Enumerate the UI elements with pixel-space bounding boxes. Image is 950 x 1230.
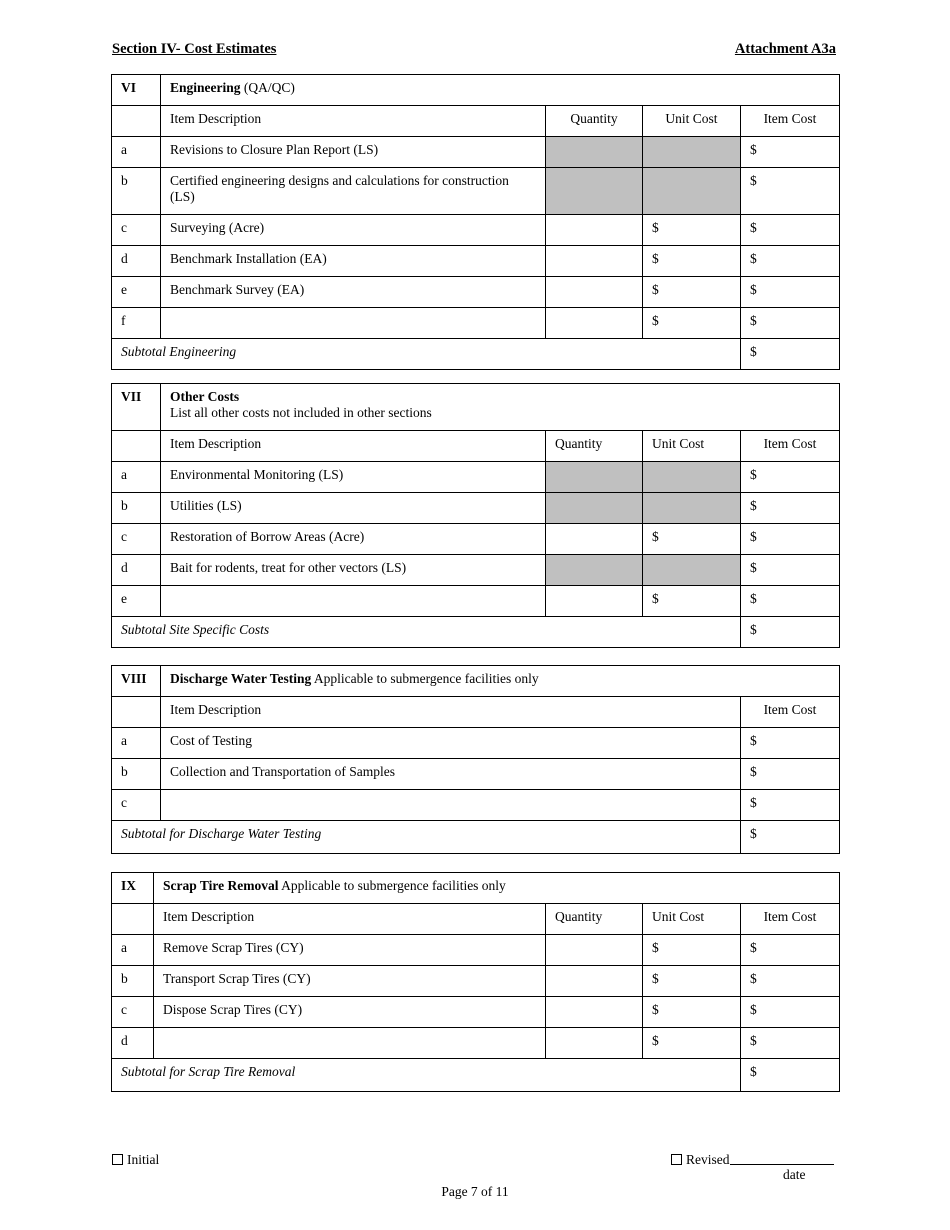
col-unit-cost: Unit Cost xyxy=(643,431,741,462)
col-item-description: Item Description xyxy=(161,431,546,462)
quantity-cell[interactable] xyxy=(546,966,643,997)
engineering-table xyxy=(111,74,840,370)
unit-cost-cell[interactable]: $ xyxy=(643,935,741,966)
unit-cost-cell[interactable]: $ xyxy=(643,997,741,1028)
section-heading: Scrap Tire Removal Applicable to submergence facilities only xyxy=(154,873,840,904)
item-cost-cell[interactable]: $ xyxy=(741,524,840,555)
description-input[interactable] xyxy=(161,790,741,821)
table-row: a Environmental Monitoring (LS) $ xyxy=(112,462,840,493)
page-number: Page 7 of 11 xyxy=(441,1184,509,1199)
unit-cost-cell[interactable]: $ xyxy=(643,215,741,246)
initial-checkbox[interactable] xyxy=(112,1154,123,1165)
item-cost-cell[interactable]: $ xyxy=(741,168,840,215)
col-unit-cost: Unit Cost xyxy=(643,106,741,137)
quantity-cell[interactable] xyxy=(546,308,643,339)
unit-cost-cell xyxy=(643,137,741,168)
quantity-cell[interactable] xyxy=(546,215,643,246)
item-cost-cell[interactable]: $ xyxy=(741,277,840,308)
discharge-water-table xyxy=(111,665,840,854)
initial-label: Initial xyxy=(127,1152,160,1167)
col-quantity: Quantity xyxy=(546,106,643,137)
subtotal-label: Subtotal for Scrap Tire Removal xyxy=(112,1059,741,1092)
table-row: b Utilities (LS) $ xyxy=(112,493,840,524)
quantity-cell[interactable] xyxy=(546,586,643,617)
table-row: a Remove Scrap Tires (CY) $ $ xyxy=(112,935,840,966)
column-header-row xyxy=(112,431,840,462)
quantity-cell xyxy=(546,168,643,215)
table-row: e Benchmark Survey (EA) $ $ xyxy=(112,277,840,308)
subtotal-label: Subtotal Engineering xyxy=(112,339,741,370)
col-quantity: Quantity xyxy=(546,431,643,462)
unit-cost-cell[interactable]: $ xyxy=(643,1028,741,1059)
table-row: d Benchmark Installation (EA) $ $ xyxy=(112,246,840,277)
item-cost-cell[interactable]: $ xyxy=(741,137,840,168)
item-cost-cell[interactable]: $ xyxy=(741,790,840,821)
item-cost-cell[interactable]: $ xyxy=(741,586,840,617)
section-heading: Other Costs List all other costs not included in other sections xyxy=(161,384,840,431)
table-row: b Collection and Transportation of Samples $ xyxy=(112,759,840,790)
quantity-cell xyxy=(546,493,643,524)
initial-option[interactable] xyxy=(112,1152,159,1168)
unit-cost-cell[interactable]: $ xyxy=(643,966,741,997)
quantity-cell[interactable] xyxy=(546,246,643,277)
table-row: c Restoration of Borrow Areas (Acre) $ $ xyxy=(112,524,840,555)
description-input[interactable] xyxy=(154,1028,546,1059)
table-row: f $ $ xyxy=(112,308,840,339)
item-cost-cell[interactable]: $ xyxy=(741,1028,840,1059)
table-row: c $ xyxy=(112,790,840,821)
section-heading: Engineering (QA/QC) xyxy=(161,75,840,106)
subtotal-row xyxy=(112,339,840,370)
unit-cost-cell xyxy=(643,168,741,215)
section-number: IX xyxy=(112,873,154,904)
unit-cost-cell[interactable]: $ xyxy=(643,524,741,555)
scrap-tire-table xyxy=(111,872,840,1092)
column-header-row xyxy=(112,697,840,728)
item-cost-cell[interactable]: $ xyxy=(741,759,840,790)
item-cost-cell[interactable]: $ xyxy=(741,555,840,586)
subtotal-row xyxy=(112,821,840,854)
quantity-cell[interactable] xyxy=(546,935,643,966)
col-item-cost: Item Cost xyxy=(741,697,840,728)
subtotal-cost-cell[interactable]: $ xyxy=(741,339,840,370)
attachment-label: Attachment A3a xyxy=(734,41,836,57)
col-quantity: Quantity xyxy=(546,904,643,935)
quantity-cell[interactable] xyxy=(546,1028,643,1059)
quantity-cell[interactable] xyxy=(546,997,643,1028)
item-cost-cell[interactable]: $ xyxy=(741,728,840,759)
table-row: d Bait for rodents, treat for other vectors (LS) $ xyxy=(112,555,840,586)
item-cost-cell[interactable]: $ xyxy=(741,246,840,277)
revised-label: Revised xyxy=(686,1152,730,1167)
item-cost-cell[interactable]: $ xyxy=(741,462,840,493)
revised-checkbox[interactable] xyxy=(671,1154,682,1165)
col-item-description: Item Description xyxy=(154,904,546,935)
item-cost-cell[interactable]: $ xyxy=(741,493,840,524)
item-cost-cell[interactable]: $ xyxy=(741,935,840,966)
table-row: e $ $ xyxy=(112,586,840,617)
column-header-row xyxy=(112,106,840,137)
section-heading: Discharge Water Testing Applicable to submergence facilities only xyxy=(161,666,840,697)
section-number: VIII xyxy=(112,666,161,697)
item-cost-cell[interactable]: $ xyxy=(741,215,840,246)
quantity-cell xyxy=(546,555,643,586)
quantity-cell xyxy=(546,462,643,493)
subtotal-cost-cell[interactable]: $ xyxy=(741,821,840,854)
table-row: a Revisions to Closure Plan Report (LS) $ xyxy=(112,137,840,168)
description-input[interactable] xyxy=(161,586,546,617)
col-unit-cost: Unit Cost xyxy=(643,904,741,935)
other-costs-table xyxy=(111,383,840,648)
table-row: b Certified engineering designs and calculations for construction (LS) $ xyxy=(112,168,840,215)
subtotal-row xyxy=(112,617,840,648)
subtotal-cost-cell[interactable]: $ xyxy=(741,617,840,648)
unit-cost-cell xyxy=(643,462,741,493)
revised-date-line[interactable] xyxy=(730,1154,834,1165)
col-item-cost: Item Cost xyxy=(741,106,840,137)
unit-cost-cell[interactable]: $ xyxy=(643,308,741,339)
subtotal-label: Subtotal Site Specific Costs xyxy=(112,617,741,648)
quantity-cell xyxy=(546,137,643,168)
item-cost-cell[interactable]: $ xyxy=(741,997,840,1028)
quantity-cell[interactable] xyxy=(546,277,643,308)
col-item-cost: Item Cost xyxy=(741,431,840,462)
item-cost-cell[interactable]: $ xyxy=(741,966,840,997)
col-item-cost: Item Cost xyxy=(741,904,840,935)
table-row: d $ $ xyxy=(112,1028,840,1059)
unit-cost-cell[interactable]: $ xyxy=(643,277,741,308)
subtotal-cost-cell[interactable]: $ xyxy=(741,1059,840,1092)
table-row: a Cost of Testing $ xyxy=(112,728,840,759)
section-number: VII xyxy=(112,384,161,431)
section-number: VI xyxy=(112,75,161,106)
col-item-description: Item Description xyxy=(161,106,546,137)
table-row: b Transport Scrap Tires (CY) $ $ xyxy=(112,966,840,997)
unit-cost-cell xyxy=(643,555,741,586)
table-row: c Surveying (Acre) $ $ xyxy=(112,215,840,246)
unit-cost-cell[interactable]: $ xyxy=(643,246,741,277)
column-header-row xyxy=(112,904,840,935)
subtotal-row xyxy=(112,1059,840,1092)
item-cost-cell[interactable]: $ xyxy=(741,308,840,339)
subtotal-label: Subtotal for Discharge Water Testing xyxy=(112,821,741,854)
revised-option[interactable] xyxy=(671,1152,834,1168)
section-title: Section IV- Cost Estimates xyxy=(112,41,277,57)
unit-cost-cell[interactable]: $ xyxy=(643,586,741,617)
date-label: date xyxy=(783,1167,806,1182)
unit-cost-cell xyxy=(643,493,741,524)
description-input[interactable] xyxy=(161,308,546,339)
quantity-cell[interactable] xyxy=(546,524,643,555)
table-row: c Dispose Scrap Tires (CY) $ $ xyxy=(112,997,840,1028)
col-item-description: Item Description xyxy=(161,697,741,728)
